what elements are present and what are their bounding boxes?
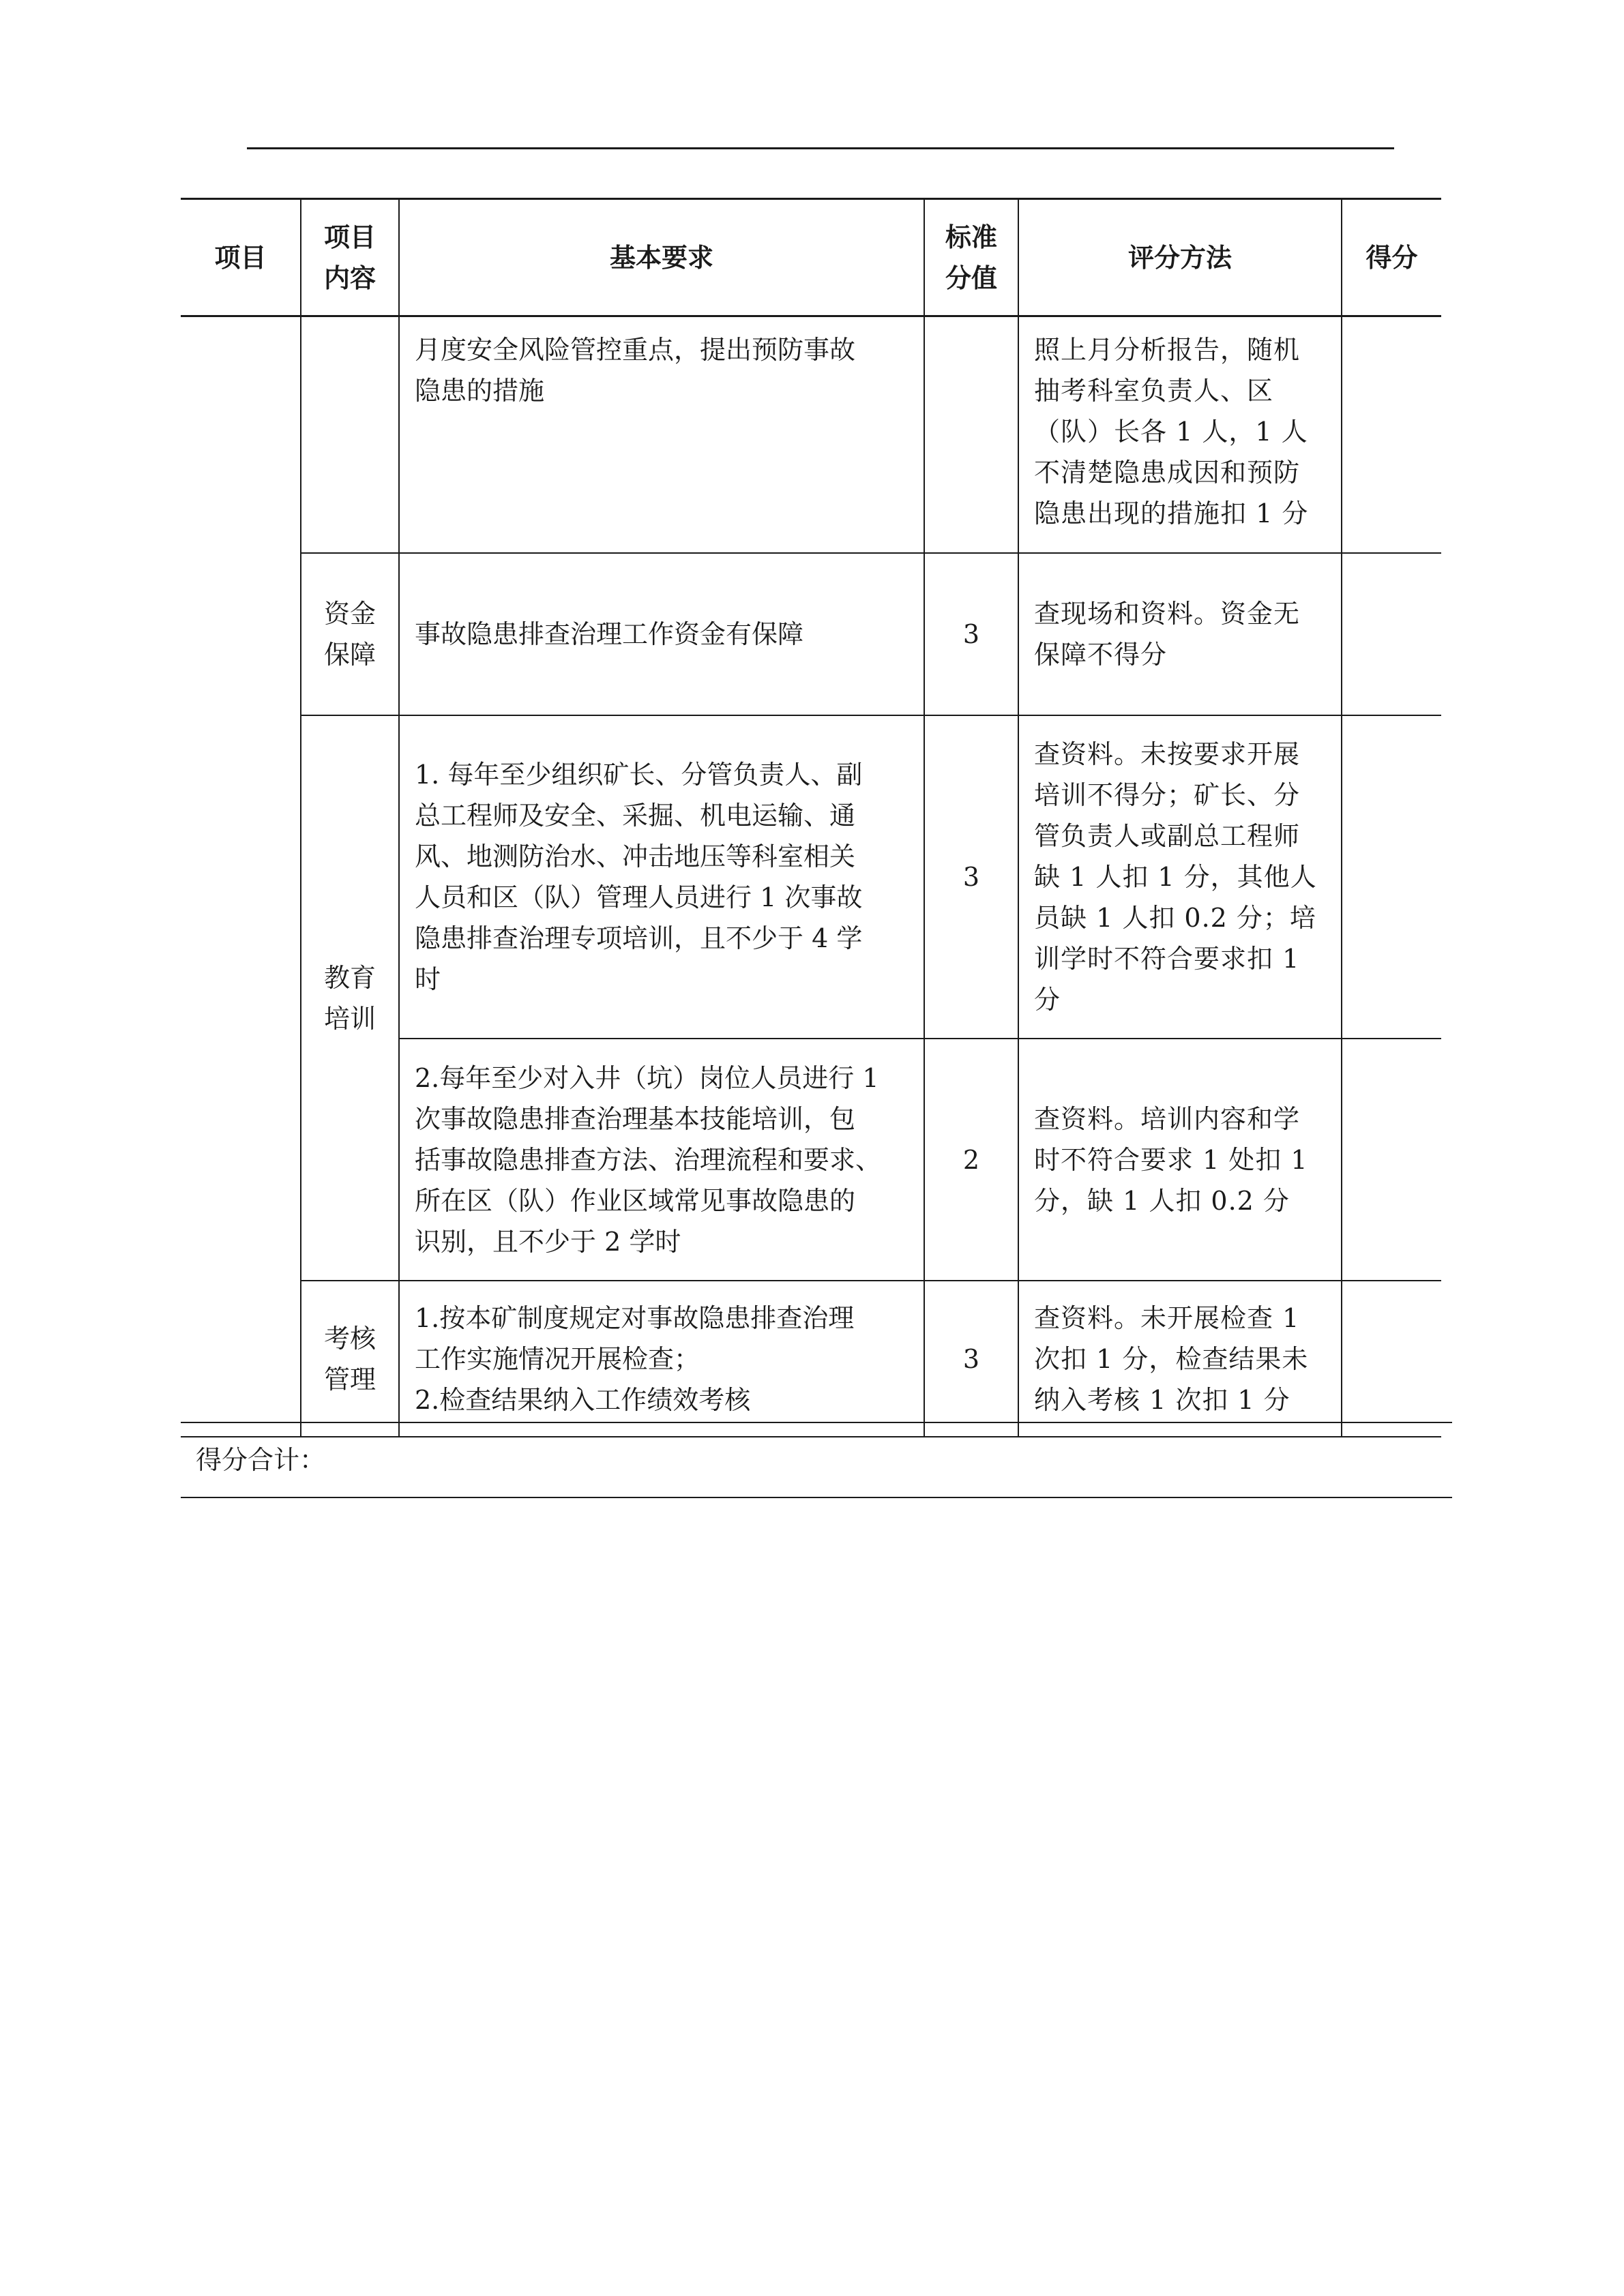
header-requirement: 基本要求 [399, 199, 924, 316]
score-cell[interactable] [1342, 553, 1441, 715]
content-cell [301, 316, 399, 554]
score-cell[interactable] [1342, 1281, 1441, 1437]
scoring-method-cell: 照上月分析报告，随机 抽考科室负责人、区 （队）长各 1 人，1 人 不清楚隐患成因和预防 隐患出现的措施扣 1 分 [1018, 316, 1342, 554]
standard-score-cell [924, 316, 1018, 554]
scoring-method-cell: 查资料。未开展检查 1 次扣 1 分，检查结果未 纳入考核 1 次扣 1 分 [1018, 1281, 1342, 1437]
scoring-method-cell: 查资料。未按要求开展 培训不得分；矿长、分 管负责人或副总工程师 缺 1 人扣 1 分，其他人 员缺 1 人扣 0.2 分；培 训学时不符合要求扣 1 分 [1018, 715, 1342, 1039]
score-cell[interactable] [1342, 1039, 1441, 1281]
table-header-row [181, 199, 1441, 316]
header-rule [247, 147, 1394, 149]
header-item: 项目 [181, 199, 301, 316]
scoring-method-cell: 查现场和资料。资金无 保障不得分 [1018, 553, 1342, 715]
header-standard-score: 标准 分值 [924, 199, 1018, 316]
scoring-table-container [181, 198, 1441, 1437]
table-row [181, 715, 1441, 1039]
table-row [181, 553, 1441, 715]
header-content: 项目 内容 [301, 199, 399, 316]
scoring-method-cell: 查资料。培训内容和学 时不符合要求 1 处扣 1 分，缺 1 人扣 0.2 分 [1018, 1039, 1342, 1281]
requirement-cell: 1.按本矿制度规定对事故隐患排查治理 工作实施情况开展检查； 2.检查结果纳入工作绩效考核 [399, 1281, 924, 1437]
scoring-table [181, 198, 1441, 1437]
table-row [181, 1281, 1441, 1437]
standard-score-cell: 2 [924, 1039, 1018, 1281]
score-cell[interactable] [1342, 316, 1441, 554]
item-cell [181, 316, 301, 1437]
header-scoring-method: 评分方法 [1018, 199, 1342, 316]
requirement-cell: 1. 每年至少组织矿长、分管负责人、副 总工程师及安全、采掘、机电运输、通 风、地测防治水、冲击地压等科室相关 人员和区（队）管理人员进行 1 次事故 隐患排查治理专项培训，且不少于 4 学 时 [399, 715, 924, 1039]
standard-score-cell: 3 [924, 553, 1018, 715]
content-cell-fund: 资金 保障 [301, 553, 399, 715]
content-cell-assessment: 考核 管理 [301, 1281, 399, 1437]
table-row [181, 316, 1441, 554]
requirement-cell: 事故隐患排查治理工作资金有保障 [399, 553, 924, 715]
standard-score-cell: 3 [924, 1281, 1018, 1437]
total-score-row [181, 1422, 1452, 1498]
requirement-cell: 2.每年至少对入井（坑）岗位人员进行 1 次事故隐患排查治理基本技能培训，包 括事故隐患排查方法、治理流程和要求、 所在区（队）作业区域常见事故隐患的 识别，且不少于 2 学时 [399, 1039, 924, 1281]
score-cell[interactable] [1342, 715, 1441, 1039]
header-score: 得分 [1342, 199, 1441, 316]
standard-score-cell: 3 [924, 715, 1018, 1039]
content-cell-training: 教育 培训 [301, 715, 399, 1281]
total-score-label: 得分合计： [196, 1445, 326, 1475]
requirement-cell: 月度安全风险管控重点，提出预防事故 隐患的措施 [399, 316, 924, 554]
